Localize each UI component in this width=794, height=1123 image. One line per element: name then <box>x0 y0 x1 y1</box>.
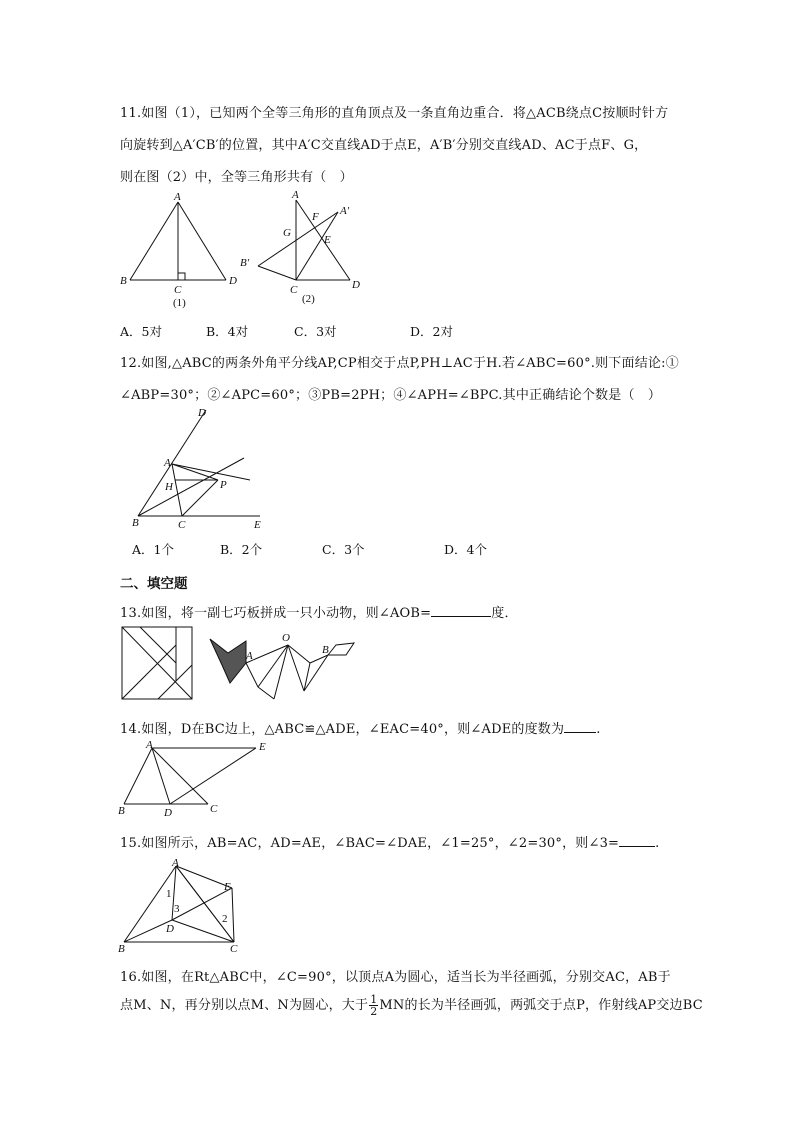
q12-label-e: E <box>254 519 261 531</box>
q14-answer-blank[interactable] <box>564 720 596 733</box>
q16-fraction-denominator: 2 <box>370 1005 378 1018</box>
q14-label-a: A <box>146 740 153 751</box>
q11-option-d[interactable]: D．2对 <box>410 324 453 339</box>
q11-fig1-label-a: A <box>174 191 181 203</box>
section-fill-in-blank-title: 二、填空题 <box>120 576 188 592</box>
q11-fig2-label-a: A <box>292 189 299 201</box>
q13-figure <box>118 625 358 703</box>
q11-fig2-label-b-prime: B′ <box>240 257 250 269</box>
q12-label-a: A <box>164 457 171 469</box>
q14-label-b: B <box>118 805 125 817</box>
q12-option-c[interactable]: C．3个 <box>322 542 365 557</box>
q15-figure <box>116 856 256 954</box>
q15-label-angle-2: 2 <box>222 913 228 925</box>
q12-figure <box>128 404 278 534</box>
q12-label-b: B <box>132 517 139 529</box>
q16-line2-before: 点M、N，再分别以点M、N为圆心，大于 <box>120 998 369 1013</box>
q11-text-line-1: 11.如图（1），已知两个全等三角形的直角顶点及一条直角边重合．将△ACB绕点C按顺时针方 <box>120 106 669 121</box>
q15-label-c: C <box>230 943 238 954</box>
q16-fraction-numerator: 1 <box>370 993 378 1006</box>
q11-fig1-label-d: D <box>229 275 237 287</box>
q13-text-after: 度． <box>491 606 518 621</box>
q11-fig2-label-f: F <box>312 211 319 223</box>
q15-label-a: A <box>172 857 179 869</box>
q14-label-d: D <box>164 807 172 819</box>
q15-text-after: . <box>655 836 660 851</box>
q12-option-b[interactable]: B．2个 <box>220 542 263 557</box>
q16-line2-after: MN的长为半径画弧，两弧交于点P，作射线AP交边BC <box>379 998 703 1013</box>
q15-text <box>120 832 660 851</box>
q15-label-angle-3: 3 <box>174 903 180 915</box>
q11-fig2-caption: (2) <box>302 293 315 305</box>
q13-text <box>120 602 518 621</box>
q16-text-line-2 <box>120 994 703 1017</box>
q14-text-before: 14.如图，D在BC边上，△ABC≌△ADE，∠EAC=40°，则∠ADE的度数为 <box>120 722 565 737</box>
q13-text-before: 13.如图，将一副七巧板拼成一只小动物，则∠AOB= <box>120 606 432 621</box>
q11-fig2-label-d: D <box>352 279 360 291</box>
q11-text-line-2: 向旋转到△A′CB′的位置，其中A′C交直线AD于点E，A′B′分别交直线AD、AC于点F、G， <box>120 138 648 153</box>
q15-label-e: E <box>224 881 231 893</box>
q11-fig2-label-e: E <box>324 234 331 246</box>
q14-label-c: C <box>210 803 218 815</box>
q15-label-b: B <box>118 943 125 954</box>
q11-fig1-label-b: B <box>120 275 127 287</box>
q12-label-c: C <box>178 519 186 531</box>
q15-label-d: D <box>166 923 174 935</box>
q15-label-angle-1: 1 <box>166 888 172 900</box>
q12-option-a[interactable]: A．1个 <box>132 542 174 557</box>
q11-fig2-label-c: C <box>290 284 298 296</box>
q11-fig2-label-g: G <box>283 227 291 239</box>
q12-text-line-1: 12.如图,△ABC的两条外角平分线AP,CP相交于点P,PH⊥AC于H.若∠ABC=60°.则下面结论:① <box>120 356 679 371</box>
q11-figure-2 <box>238 188 370 312</box>
q12-label-d: D <box>198 407 206 419</box>
q11-fig1-label-c: C <box>174 284 182 296</box>
q13-label-a: A <box>246 650 253 662</box>
q12-label-p: P <box>220 479 227 491</box>
q15-text-before: 15.如图所示，AB=AC，AD=AE，∠BAC=∠DAE，∠1=25°，∠2=30°，则∠3= <box>120 836 620 851</box>
q13-label-b: B <box>322 644 329 656</box>
q14-text <box>120 718 601 737</box>
q12-label-h: H <box>165 481 173 493</box>
q13-answer-blank[interactable] <box>431 604 491 617</box>
q16-fraction-one-half <box>369 994 378 1017</box>
q14-text-after: . <box>596 722 601 737</box>
q14-label-e: E <box>259 741 266 753</box>
q11-text-line-3: 则在图（2）中，全等三角形共有（ ） <box>120 170 353 185</box>
q12-option-d[interactable]: D．4个 <box>444 542 487 557</box>
q13-label-o: O <box>282 632 290 644</box>
q11-figure-1 <box>118 190 258 310</box>
q15-answer-blank[interactable] <box>619 834 655 847</box>
q11-option-a[interactable]: A．5对 <box>120 324 162 339</box>
q14-figure <box>116 740 276 820</box>
q11-fig1-caption: (1) <box>173 297 186 309</box>
q11-option-c[interactable]: C．3对 <box>294 324 337 339</box>
q11-option-b[interactable]: B．4对 <box>206 324 249 339</box>
q16-text-line-1: 16.如图，在Rt△ABC中，∠C=90°，以顶点A为圆心，适当长为半径画弧，分别交AC，AB于 <box>120 970 671 985</box>
q11-fig2-label-a-prime: A′ <box>340 205 350 217</box>
q12-text-line-2: ∠ABP=30°；②∠APC=60°；③PB=2PH；④∠APH=∠BPC.其中正确结论个数是（ ） <box>120 388 662 403</box>
